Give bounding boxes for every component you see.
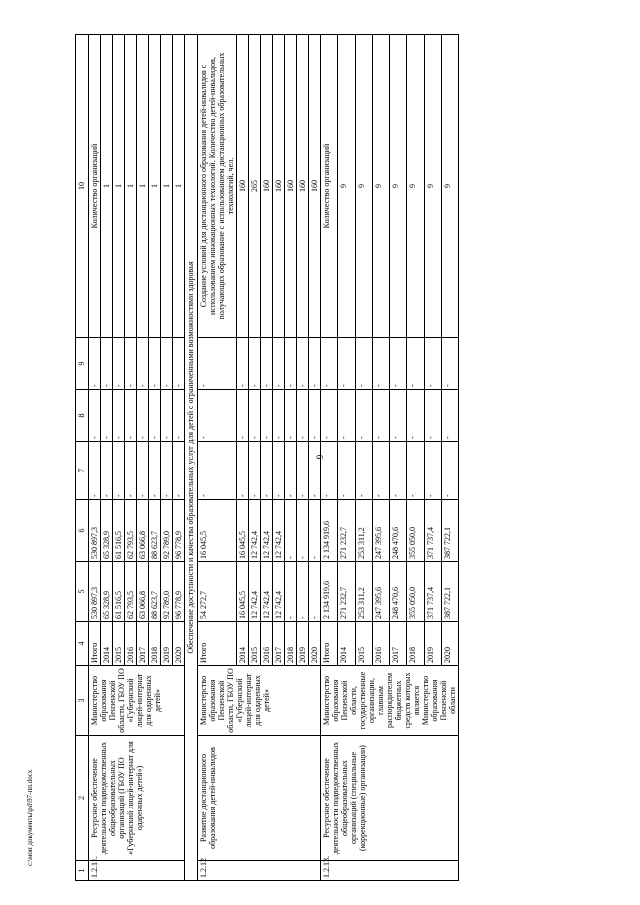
- value-cell: -: [113, 338, 125, 390]
- value-cell: 54 272,7: [198, 562, 237, 622]
- value-cell: -: [372, 338, 389, 390]
- value-cell: -: [309, 390, 321, 442]
- year-cell: 2015: [355, 622, 372, 666]
- indicator-cell: 160: [237, 35, 249, 338]
- header-cell: 10: [76, 35, 89, 338]
- value-cell: -: [89, 338, 101, 390]
- indicator-cell: 9: [407, 35, 424, 338]
- value-cell: 248 470,6: [390, 562, 407, 622]
- value-cell: -: [125, 390, 137, 442]
- executor: Министерство образования Пензенской области, государственные организации, главным распорядителем бюджетных средств которых является Министерство образования Пензенской области: [321, 666, 459, 736]
- value-cell: -: [355, 442, 372, 500]
- value-cell: 12 742,4: [249, 500, 261, 562]
- year-cell: 2016: [261, 622, 273, 666]
- value-cell: -: [297, 500, 309, 562]
- value-cell: -: [249, 338, 261, 390]
- indicator-cell: 265: [249, 35, 261, 338]
- value-cell: -: [137, 338, 149, 390]
- value-cell: -: [237, 390, 249, 442]
- header-cell: 4: [76, 622, 89, 666]
- indicator-cell: 160: [297, 35, 309, 338]
- year-cell: 2020: [309, 622, 321, 666]
- value-cell: 12 742,4: [261, 500, 273, 562]
- indicator-cell: 160: [273, 35, 285, 338]
- value-cell: 2 134 919,6: [321, 500, 338, 562]
- value-cell: 247 395,6: [372, 562, 389, 622]
- value-cell: 65 328,9: [101, 500, 113, 562]
- year-cell: 2019: [424, 622, 441, 666]
- value-cell: -: [137, 442, 149, 500]
- indicator-cell: 1: [101, 35, 113, 338]
- year-cell: 2017: [273, 622, 285, 666]
- year-cell: 2015: [249, 622, 261, 666]
- value-cell: -: [149, 338, 161, 390]
- value-cell: -: [137, 390, 149, 442]
- header-cell: 9: [76, 338, 89, 390]
- header-row: [76, 35, 89, 881]
- value-cell: 271 232,7: [338, 562, 355, 622]
- value-cell: -: [297, 442, 309, 500]
- row-number: 1.2.11.: [89, 861, 185, 881]
- value-cell: -: [372, 442, 389, 500]
- value-cell: -: [390, 390, 407, 442]
- table-row: [89, 35, 101, 881]
- value-cell: 12 742,4: [273, 562, 285, 622]
- value-cell: 63 066,8: [137, 562, 149, 622]
- value-cell: 88 623,7: [149, 500, 161, 562]
- value-cell: -: [89, 390, 101, 442]
- year-cell: 2014: [101, 622, 113, 666]
- indicator-cell: 1: [149, 35, 161, 338]
- indicator-cell: 9: [424, 35, 441, 338]
- value-cell: -: [285, 338, 297, 390]
- page-number: 9: [315, 454, 325, 460]
- activity-name: Развитие дистанционного образования детей-инвалидов: [198, 736, 321, 861]
- value-cell: -: [261, 390, 273, 442]
- indicator-cell: 1: [173, 35, 185, 338]
- year-cell: 2016: [372, 622, 389, 666]
- value-cell: -: [198, 442, 237, 500]
- value-cell: -: [390, 338, 407, 390]
- year-cell: Итого: [321, 622, 338, 666]
- value-cell: 16 045,5: [237, 500, 249, 562]
- value-cell: 530 897,3: [89, 500, 101, 562]
- value-cell: -: [297, 390, 309, 442]
- value-cell: -: [407, 390, 424, 442]
- value-cell: -: [237, 338, 249, 390]
- value-cell: -: [161, 390, 173, 442]
- value-cell: -: [297, 338, 309, 390]
- section-title: Обеспечение доступности и качества образовательных услуг для детей с ограниченными возможностями здоровья: [185, 35, 198, 881]
- value-cell: -: [407, 442, 424, 500]
- year-cell: 2014: [237, 622, 249, 666]
- value-cell: -: [407, 338, 424, 390]
- value-cell: -: [125, 442, 137, 500]
- value-cell: 387 722,1: [441, 562, 458, 622]
- value-cell: -: [161, 338, 173, 390]
- value-cell: -: [338, 338, 355, 390]
- value-cell: 62 793,5: [125, 500, 137, 562]
- value-cell: 61 516,5: [113, 500, 125, 562]
- header-cell: 2: [76, 736, 89, 861]
- section-row: [185, 35, 198, 881]
- value-cell: -: [113, 442, 125, 500]
- indicator-cell: 160: [261, 35, 273, 338]
- value-cell: -: [237, 442, 249, 500]
- value-cell: -: [355, 390, 372, 442]
- value-cell: -: [125, 338, 137, 390]
- file-path-footer: c:\мои документы\pd\97-пп.docx: [26, 769, 34, 866]
- value-cell: 12 742,4: [249, 562, 261, 622]
- value-cell: -: [173, 442, 185, 500]
- value-cell: 253 311,2: [355, 562, 372, 622]
- executor: Министерство образования Пензенской области, ГБОУ ПО «Губернский лицей-интернат для одаренных детей»: [89, 666, 185, 736]
- year-cell: 2014: [338, 622, 355, 666]
- activity-name: Ресурсное обеспечение деятельности подведомственных общеобразовательных организаций (ГБОУ ПО «Губернский лицей-интернат для одаренных детей»): [89, 736, 185, 861]
- executor: Министерство образования Пензенской области, ГБОУ ПО «Губернский лицей-интернат для одаренных детей»: [198, 666, 321, 736]
- value-cell: -: [101, 442, 113, 500]
- value-cell: 61 516,5: [113, 562, 125, 622]
- header-cell: 3: [76, 666, 89, 736]
- indicator-cell: Создание условий для дистанционного образования детей-инвалидов с использованием инновационных технологий. Количество детей-инвалидов, получающих образование с использованием дистанционных образовательных технологий, чел.: [198, 35, 237, 338]
- year-cell: 2018: [407, 622, 424, 666]
- value-cell: 63 066,8: [137, 500, 149, 562]
- indicator-cell: 9: [372, 35, 389, 338]
- value-cell: -: [285, 442, 297, 500]
- value-cell: -: [309, 442, 321, 500]
- value-cell: -: [297, 562, 309, 622]
- indicator-cell: 1: [113, 35, 125, 338]
- value-cell: 92 789,0: [161, 562, 173, 622]
- value-cell: -: [424, 390, 441, 442]
- value-cell: -: [261, 442, 273, 500]
- value-cell: -: [149, 390, 161, 442]
- value-cell: 253 311,2: [355, 500, 372, 562]
- row-number: 1.2.13.: [321, 861, 459, 881]
- value-cell: -: [101, 390, 113, 442]
- value-cell: -: [321, 442, 338, 500]
- value-cell: -: [173, 390, 185, 442]
- value-cell: -: [424, 442, 441, 500]
- value-cell: -: [390, 442, 407, 500]
- value-cell: -: [113, 390, 125, 442]
- value-cell: -: [89, 442, 101, 500]
- indicator-cell: 9: [338, 35, 355, 338]
- value-cell: 12 742,4: [261, 562, 273, 622]
- indicator-cell: 160: [309, 35, 321, 338]
- program-table: [75, 34, 459, 881]
- indicator-cell: Количество организаций: [89, 35, 101, 338]
- value-cell: -: [321, 338, 338, 390]
- value-cell: -: [309, 562, 321, 622]
- value-cell: -: [441, 390, 458, 442]
- indicator-cell: 160: [285, 35, 297, 338]
- indicator-cell: 1: [161, 35, 173, 338]
- year-cell: 2020: [441, 622, 458, 666]
- value-cell: -: [249, 442, 261, 500]
- table-row: [198, 35, 237, 881]
- indicator-cell: 1: [137, 35, 149, 338]
- value-cell: -: [285, 562, 297, 622]
- value-cell: -: [309, 338, 321, 390]
- value-cell: -: [249, 390, 261, 442]
- value-cell: 96 778,9: [173, 500, 185, 562]
- value-cell: 355 050,0: [407, 500, 424, 562]
- value-cell: 92 789,0: [161, 500, 173, 562]
- value-cell: 62 793,5: [125, 562, 137, 622]
- header-cell: 6: [76, 500, 89, 562]
- value-cell: -: [441, 442, 458, 500]
- value-cell: 12 742,4: [273, 500, 285, 562]
- value-cell: -: [273, 338, 285, 390]
- year-cell: 2020: [173, 622, 185, 666]
- header-cell: 7: [76, 442, 89, 500]
- value-cell: -: [149, 442, 161, 500]
- year-cell: 2019: [161, 622, 173, 666]
- value-cell: -: [101, 338, 113, 390]
- value-cell: -: [424, 338, 441, 390]
- value-cell: 247 395,6: [372, 500, 389, 562]
- year-cell: 2018: [149, 622, 161, 666]
- indicator-cell: 9: [441, 35, 458, 338]
- value-cell: 371 737,4: [424, 500, 441, 562]
- year-cell: 2016: [125, 622, 137, 666]
- value-cell: -: [321, 390, 338, 442]
- value-cell: 530 897,3: [89, 562, 101, 622]
- year-cell: 2017: [390, 622, 407, 666]
- value-cell: -: [161, 442, 173, 500]
- indicator-cell: 1: [125, 35, 137, 338]
- value-cell: 2 134 919,6: [321, 562, 338, 622]
- value-cell: -: [173, 338, 185, 390]
- year-cell: 2019: [297, 622, 309, 666]
- value-cell: -: [441, 338, 458, 390]
- value-cell: -: [273, 390, 285, 442]
- rotated-table-container: [75, 35, 640, 881]
- year-cell: 2017: [137, 622, 149, 666]
- value-cell: 88 623,7: [149, 562, 161, 622]
- value-cell: -: [309, 500, 321, 562]
- value-cell: 355 050,0: [407, 562, 424, 622]
- header-cell: 1: [76, 861, 89, 881]
- value-cell: -: [273, 442, 285, 500]
- indicator-cell: Количество организаций: [321, 35, 338, 338]
- value-cell: 248 470,6: [390, 500, 407, 562]
- indicator-cell: 9: [355, 35, 372, 338]
- value-cell: 16 045,5: [237, 562, 249, 622]
- value-cell: 65 328,9: [101, 562, 113, 622]
- value-cell: -: [198, 338, 237, 390]
- value-cell: -: [285, 390, 297, 442]
- value-cell: 271 232,7: [338, 500, 355, 562]
- header-cell: 8: [76, 390, 89, 442]
- value-cell: -: [285, 500, 297, 562]
- activity-name: Ресурсное обеспечение деятельности подведомственных общеобразовательных организаций (специальные (коррекционные) организации): [321, 736, 459, 861]
- value-cell: -: [338, 442, 355, 500]
- value-cell: -: [338, 390, 355, 442]
- year-cell: Итого: [89, 622, 101, 666]
- year-cell: 2015: [113, 622, 125, 666]
- rotated-table-wrapper: [75, 35, 640, 881]
- value-cell: -: [261, 338, 273, 390]
- value-cell: -: [372, 390, 389, 442]
- value-cell: -: [355, 338, 372, 390]
- value-cell: 16 045,5: [198, 500, 237, 562]
- year-cell: Итого: [198, 622, 237, 666]
- header-cell: 5: [76, 562, 89, 622]
- value-cell: 387 722,1: [441, 500, 458, 562]
- value-cell: -: [198, 390, 237, 442]
- value-cell: 96 778,9: [173, 562, 185, 622]
- table-row: [321, 35, 338, 881]
- indicator-cell: 9: [390, 35, 407, 338]
- value-cell: 371 737,4: [424, 562, 441, 622]
- year-cell: 2018: [285, 622, 297, 666]
- row-number: 1.2.12: [198, 861, 321, 881]
